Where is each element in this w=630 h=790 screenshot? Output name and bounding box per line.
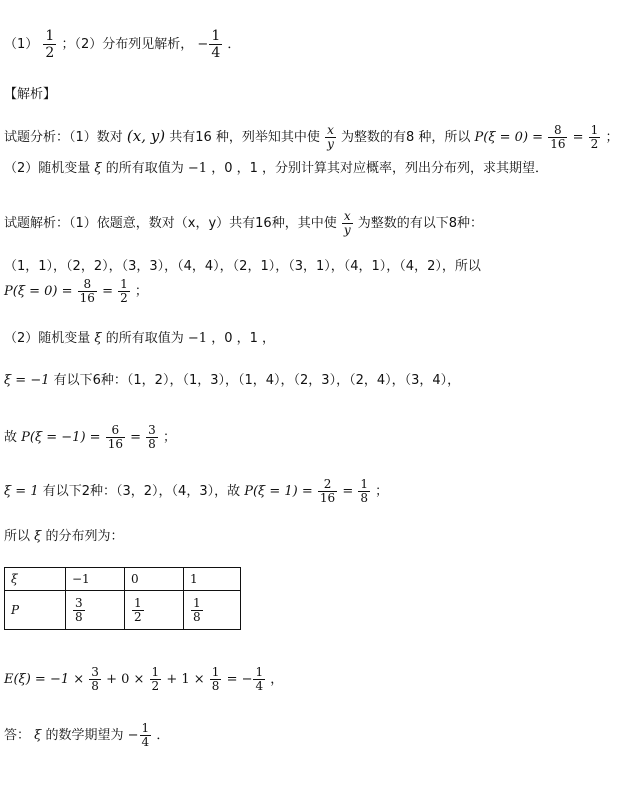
fraction-numerator: 3 bbox=[148, 423, 156, 437]
p-neg-one-expression: P(ξ = −1) = bbox=[21, 430, 101, 445]
conclusion-fraction bbox=[140, 722, 152, 749]
xi-neg-one-text: 有以下6种：（1，2），（1，3），（1，4），（2，3），（2，4），（3，4）， bbox=[53, 373, 461, 388]
fraction-denominator: 2 bbox=[120, 291, 128, 305]
answer-line bbox=[4, 28, 240, 61]
fraction-numerator: 1 bbox=[134, 595, 142, 610]
fraction-numerator: x bbox=[327, 123, 334, 137]
table-header-cell: ξ bbox=[5, 568, 66, 591]
p-one-line bbox=[4, 478, 388, 505]
expectation-fraction-3 bbox=[210, 666, 222, 693]
xi-one-expression: ξ = 1 bbox=[4, 484, 39, 499]
fraction-denominator: 8 bbox=[211, 679, 220, 693]
fraction-denominator: 2 bbox=[134, 609, 142, 624]
value-minus-one: −1 bbox=[187, 331, 208, 346]
x-over-y-fraction bbox=[325, 124, 336, 151]
answer-part1-label: （1） bbox=[4, 37, 39, 52]
p-one-fraction-2 bbox=[358, 478, 370, 505]
table-cell bbox=[66, 591, 125, 630]
fraction-numerator: 1 bbox=[211, 28, 221, 44]
expectation-op-3: = − bbox=[226, 672, 253, 687]
fraction-numerator: x bbox=[343, 209, 351, 223]
fraction-denominator: 8 bbox=[193, 609, 201, 624]
conclusion-b: 的数学期望为 bbox=[45, 728, 124, 743]
xi-neg-one-line bbox=[4, 372, 460, 390]
equals-sign: = bbox=[342, 484, 354, 499]
fraction-numerator: 1 bbox=[120, 277, 128, 291]
xi-neg-one-expression: ξ = −1 bbox=[4, 373, 50, 388]
probability-fraction bbox=[73, 597, 85, 624]
probability-fraction-1 bbox=[548, 124, 567, 151]
solution-part2-c: ，0 ，1 ， bbox=[211, 331, 276, 346]
p-neg-one-fraction-1 bbox=[106, 424, 125, 451]
table-header-cell: 1 bbox=[184, 568, 241, 591]
solution-text-1: 为整数的有以下8种： bbox=[357, 216, 484, 231]
distribution-intro-b: 的分布列为： bbox=[45, 529, 124, 544]
p-neg-one-end: ； bbox=[162, 430, 176, 445]
expectation-op-1: + 0 × bbox=[106, 672, 145, 687]
xi-symbol: ξ bbox=[94, 161, 102, 176]
fraction-denominator: y bbox=[327, 137, 334, 151]
analysis-lead: 试题分析：（1）数对 bbox=[4, 130, 123, 145]
fraction-numerator: 8 bbox=[78, 278, 97, 292]
fraction-denominator: 16 bbox=[107, 437, 123, 451]
fraction-denominator: 4 bbox=[141, 735, 150, 749]
gu-text: 故 bbox=[4, 430, 18, 445]
fraction-denominator: 8 bbox=[91, 679, 99, 693]
analysis-line-2 bbox=[4, 160, 548, 178]
solution-part2-a: （2）随机变量 bbox=[4, 331, 91, 346]
fraction-numerator: 6 bbox=[106, 424, 125, 438]
pair-expression: (x, y) bbox=[126, 127, 166, 145]
expectation-line bbox=[4, 666, 283, 693]
p-zero-end: ； bbox=[134, 284, 148, 299]
fraction-denominator: 4 bbox=[211, 45, 221, 61]
fraction-denominator: 16 bbox=[550, 137, 566, 151]
expectation-fraction-1 bbox=[89, 666, 101, 693]
fraction-numerator: 1 bbox=[141, 721, 150, 735]
answer-end: ． bbox=[227, 37, 241, 52]
analysis-line-1 bbox=[4, 124, 618, 151]
analysis-heading: 【解析】 bbox=[4, 87, 57, 102]
expectation-fraction-4 bbox=[253, 666, 265, 693]
xi-symbol: ξ bbox=[34, 728, 42, 743]
table-header-row bbox=[5, 568, 241, 591]
table-header-cell: −1 bbox=[66, 568, 125, 591]
analysis-line2-b: 的所有取值为 bbox=[105, 161, 184, 176]
fraction-denominator: 8 bbox=[360, 491, 368, 505]
answer-part2-fraction bbox=[209, 28, 222, 61]
fraction-denominator: 8 bbox=[75, 609, 83, 624]
answer-separator: ；（2）分布列见解析， bbox=[61, 37, 194, 52]
table-cell bbox=[184, 591, 241, 630]
conclusion-line bbox=[4, 722, 169, 749]
table-header-cell: 0 bbox=[125, 568, 184, 591]
xi-symbol: ξ bbox=[94, 331, 102, 346]
fraction-denominator: 16 bbox=[79, 291, 95, 305]
fraction-numerator: 1 bbox=[45, 28, 55, 44]
answer-minus: − bbox=[197, 37, 209, 52]
fraction-denominator: 2 bbox=[590, 137, 599, 151]
pairs-eight: （1，1），（2，2），（3，3），（4，4），（2，1），（3，1），（4，1），（4，2），所以 bbox=[4, 259, 481, 274]
expectation-fraction-2 bbox=[150, 666, 162, 693]
solution-line-1 bbox=[4, 210, 483, 237]
table-row bbox=[5, 591, 241, 630]
xi-one-text: 有以下2种：（3，2），（4，3），故 bbox=[42, 484, 241, 499]
table-cell bbox=[125, 591, 184, 630]
fraction-numerator: 1 bbox=[360, 477, 368, 491]
fraction-denominator: 16 bbox=[319, 491, 336, 505]
fraction-numerator: 8 bbox=[548, 124, 567, 138]
distribution-intro-a: 所以 bbox=[4, 529, 31, 544]
p-one-fraction-1 bbox=[318, 478, 337, 505]
conclusion-end: ． bbox=[156, 728, 170, 743]
fraction-numerator: 1 bbox=[193, 595, 201, 610]
xi-symbol: ξ bbox=[34, 529, 42, 544]
p-zero-fraction-1 bbox=[78, 278, 97, 305]
fraction-numerator: 1 bbox=[590, 123, 599, 137]
equals-sign: = bbox=[102, 284, 113, 299]
fraction-numerator: 2 bbox=[318, 478, 337, 492]
solution-lead: 试题解析：（1）依题意，数对（x，y）共有16种，其中使 bbox=[4, 216, 337, 231]
p-zero-fraction-2 bbox=[118, 278, 130, 305]
distribution-intro bbox=[4, 528, 123, 546]
probability-fraction-2 bbox=[589, 124, 601, 151]
fraction-numerator: 1 bbox=[211, 665, 220, 679]
expectation-op-2: + 1 × bbox=[166, 672, 205, 687]
analysis-text-3: ； bbox=[605, 130, 619, 145]
equals-sign: = bbox=[130, 430, 142, 445]
p-neg-one-fraction-2 bbox=[146, 424, 158, 451]
table-row-label: P bbox=[5, 591, 66, 630]
x-over-y-fraction bbox=[342, 210, 353, 237]
fraction-numerator: 3 bbox=[91, 665, 99, 679]
conclusion-minus: − bbox=[127, 728, 139, 743]
fraction-denominator: 4 bbox=[255, 679, 264, 693]
probability-fraction bbox=[191, 597, 203, 624]
expectation-lhs: E(ξ) = −1 × bbox=[4, 672, 85, 687]
p-neg-one-line bbox=[4, 424, 176, 451]
analysis-line2-a: （2）随机变量 bbox=[4, 161, 91, 176]
expectation-end: ， bbox=[270, 672, 284, 687]
fraction-denominator: 2 bbox=[151, 679, 160, 693]
analysis-line2-c: ，0 ，1 ，分别计算其对应概率，列出分布列，求其期望． bbox=[211, 161, 549, 176]
probability-fraction bbox=[132, 597, 144, 624]
fraction-denominator: 2 bbox=[45, 45, 55, 61]
distribution-table bbox=[4, 567, 241, 630]
p-zero-expression: P(ξ = 0) = bbox=[4, 284, 73, 299]
fraction-denominator: 8 bbox=[148, 437, 156, 451]
analysis-text-2: 为整数的有8 种，所以 bbox=[341, 130, 471, 145]
fraction-denominator: y bbox=[343, 223, 351, 237]
answer-part1-fraction bbox=[43, 28, 56, 61]
fraction-numerator: 1 bbox=[151, 665, 160, 679]
solution-part2-b: 的所有取值为 bbox=[105, 331, 184, 346]
fraction-numerator: 3 bbox=[75, 595, 83, 610]
p-one-end: ； bbox=[375, 484, 389, 499]
value-minus-one: −1 bbox=[187, 161, 208, 176]
equals-sign: = bbox=[572, 130, 584, 145]
probability-expression: P(ξ = 0) = bbox=[474, 130, 544, 145]
solution-part2-line bbox=[4, 330, 275, 348]
conclusion-a: 答： bbox=[4, 728, 31, 743]
p-one-expression: P(ξ = 1) = bbox=[244, 484, 313, 499]
analysis-text-1: 共有16 种，列举知其中使 bbox=[169, 130, 320, 145]
p-zero-line bbox=[4, 278, 148, 305]
fraction-numerator: 1 bbox=[255, 665, 264, 679]
